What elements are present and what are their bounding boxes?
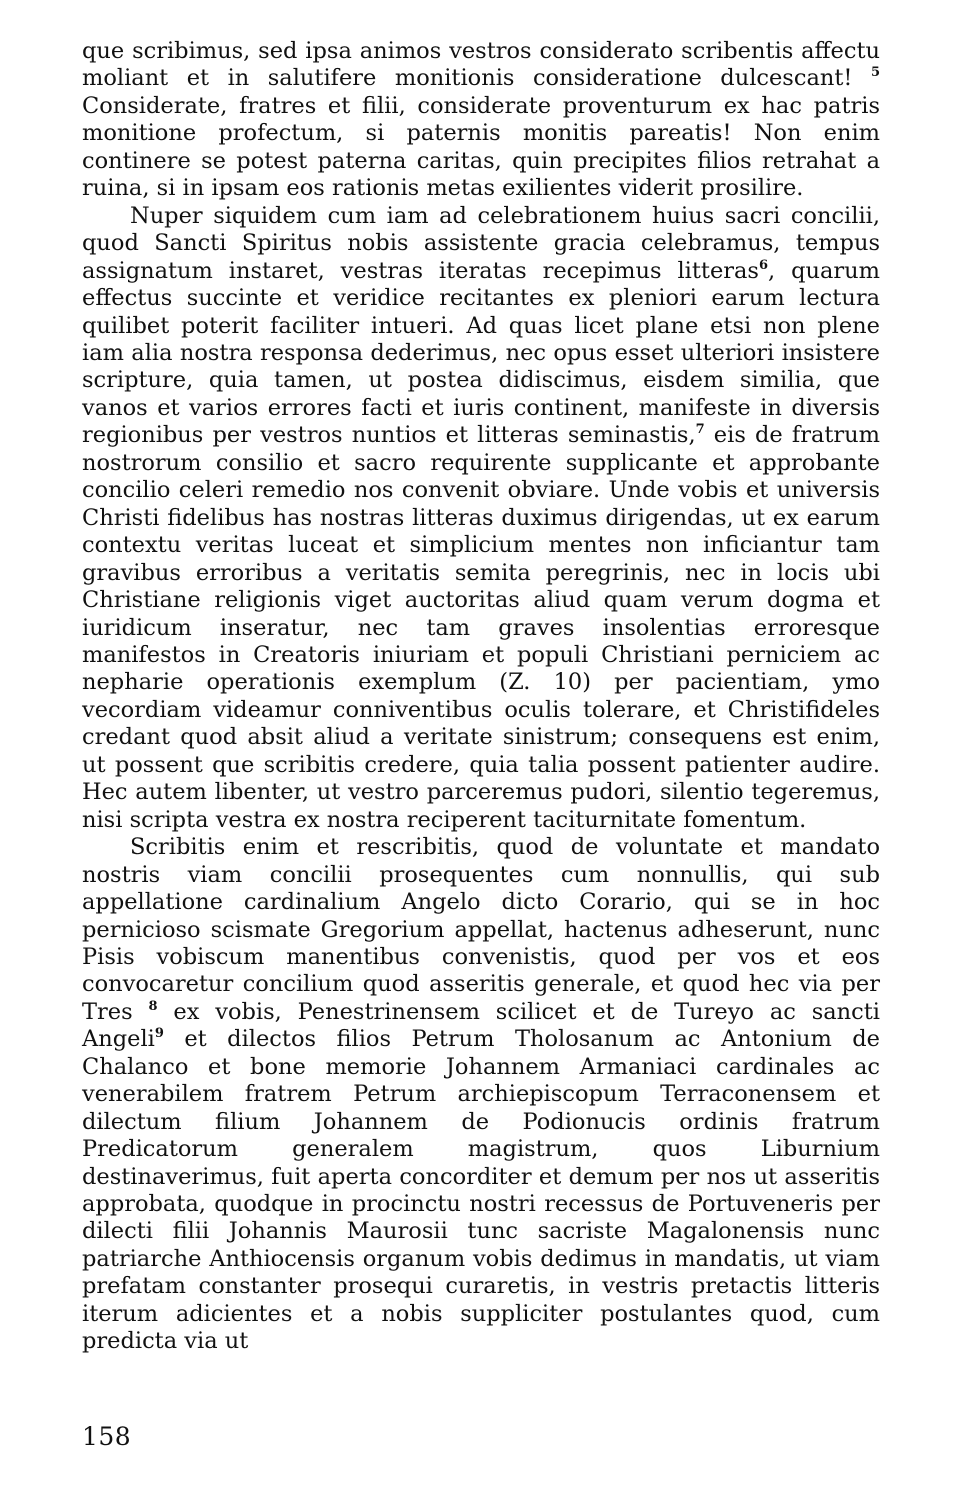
text-segment: ex vobis, Penestrinensem scilicet et de Tureyo ac sancti Angeli (82, 998, 880, 1053)
paragraph-3 (82, 834, 880, 1356)
text-segment: Scribitis enim et rescribitis, quod de voluntate et mandato nostris viam concilii prosequentes cum nonnullis, qui sub appellatione cardinalium Angelo dicto Corario, qui se in hoc pernicioso scismate Gregorium appellat, hactenus adheserunt, nunc Pisis vobiscum manentibus convenistis, quod per vos et eos convocaretur concilium quod asseritis generale, et quod hec via per Tres (82, 834, 880, 1025)
paragraph-2 (82, 203, 880, 834)
footnote-marker: 8 (148, 998, 158, 1014)
document-body (82, 38, 880, 1356)
paragraph-1 (82, 38, 880, 203)
footnote-marker: 6 (758, 257, 769, 273)
footnote-marker: 9 (154, 1026, 164, 1042)
text-segment: et dilectos filios Petrum Tholosanum ac Antonium de Chalanco et bone memorie Johannem Armaniaci cardinales ac venerabilem fratrem Petrum archiepiscopum Terraconensem et dilectum filium Johannem de Podionucis ordinis fratrum Predicatorum generalem magistrum, quos Liburnium destinaverimus, fuit aperta concorditer et demum per nos ut asseritis approbata, quodque in procinctu nostri recessus de Portuveneris per dilecti filii Johannis Maurosii tunc sacriste Magalonensis nunc patriarche Anthiocensis organum vobis dedimus in mandatis, ut viam prefatam constanter prosequi curaretis, in vestris pretactis litteris iterum adicientes et a nobis suppliciter postulantes quod, cum predicta via ut (82, 1026, 880, 1355)
footnote-marker: 7 (695, 422, 705, 438)
text-segment: que scribimus, sed ipsa animos vestros considerato scribentis affectu moliant et in salutifere monitionis consideratione dulcescant! (82, 38, 880, 92)
text-segment: Considerate, fratres et filii, considerate proventurum ex hac patris monitione profectum, si paternis monitis pareatis! Non enim continere se potest paterna caritas, quin precipites filios retrahat a ruina, si in ipsam eos rationis metas exilientes viderit prosilire. (82, 92, 880, 202)
page-number: 158 (82, 1422, 132, 1451)
text-segment: Nuper siquidem cum iam ad celebrationem huius sacri concilii, quod Sancti Spiritus nobis assistente gracia celebramus, tempus assignatum instaret, vestras iteratas recepimus litteras (82, 202, 880, 284)
text-segment: , quarum effectus succinte et veridice recitantes ex pleniori earum lectura quilibet poterit faciliter intueri. Ad quas licet plane etsi non plene iam alia nostra responsa dederimus, nec opus esset ulteriori insistere scripture, quia tamen, ut postea didiscimus, eisdem similia, que vanos et varios errores facti et iuris continent, manifeste in diversis regionibus per vestros nuntios et litteras seminastis, (82, 257, 880, 449)
text-segment: eis de fratrum nostrorum consilio et sacro requirente supplicante et approbante concilio celeri remedio nos convenit obviare. Unde vobis et universis Christi fidelibus has nostras litteras duximus dirigendas, ut ex earum contextu veritas luceat et simplicium mentes non inficiantur tam gravibus erroribus a veritatis semita peregrinis, nec in locis ubi Christiane religionis viget auctoritas aliud quam verum dogma et iuridicum inseratur, nec tam graves insolentias erroresque manifestos in Creatoris iniuriam et populi Christiani perniciem ac nepharie operationis exemplum (Z. 10) per pacientiam, ymo vecordiam videamur conniventibus oculis tolerare, et Christifideles credant quod absit aliud a veritate sinistrum; consequens est enim, ut possent que scribitis credere, quia talia possent patienter audire. Hec autem libenter, ut vestro parceremus pudori, silentio tegeremus, nisi scripta vestra ex nostra reciperent taciturnitate fomentum. (82, 422, 880, 833)
footnote-marker: 5 (870, 65, 880, 81)
